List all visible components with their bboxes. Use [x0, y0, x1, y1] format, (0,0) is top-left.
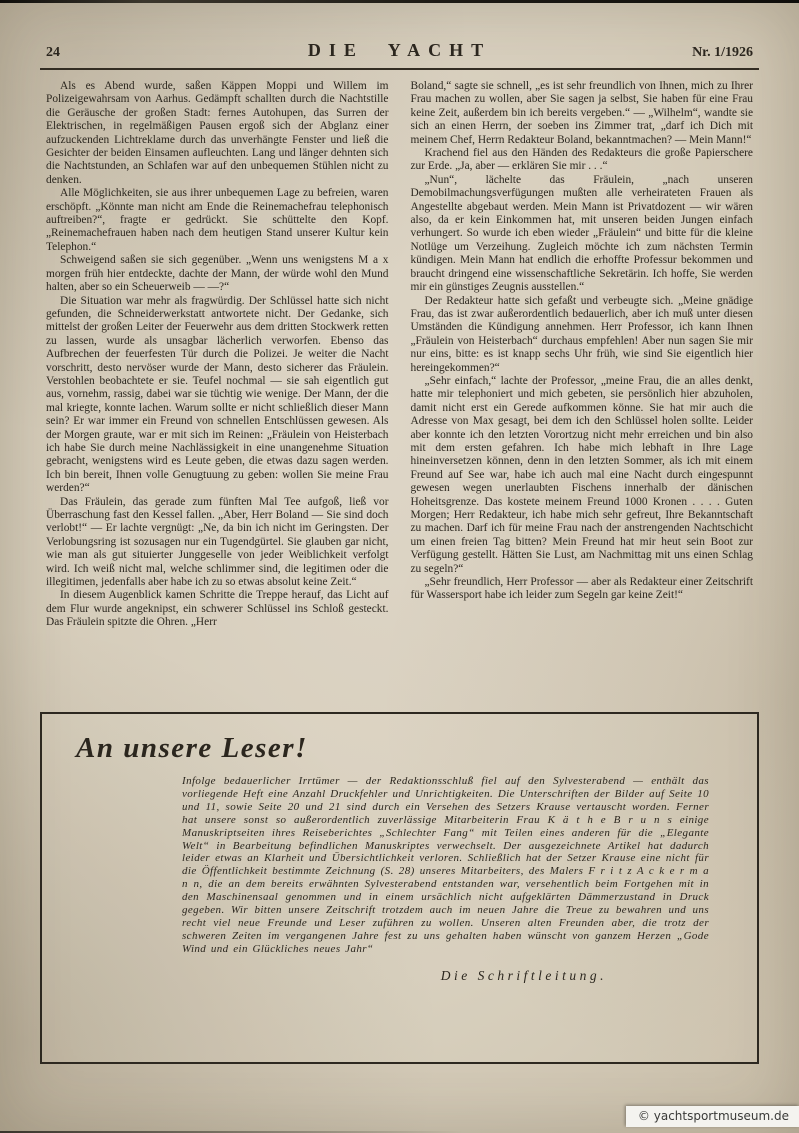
notice-box [40, 712, 759, 1064]
scan-edge-top [0, 0, 799, 3]
paragraph: Krachend fiel aus den Händen des Redakteurs die große Papierschere zur Erde. „Ja, aber — erklären Sie mir . . .“ [410, 147, 753, 173]
paragraph: Der Redakteur hatte sich gefaßt und verbeugte sich. „Meine gnädige Frau, das ist zwar außerordentlich bedauerlich, aber ich muß unter diesen Umständen die Kündigung annehmen. Herr Professor, ich kann Ihnen „Fräulein von Heisterbach“ durchaus empfehlen! Aber nun sagen Sie mir nur eins, bitte: es ist knapp sechs Uhr früh, wie sind Sie eigentlich hier hereingekommen?“ [410, 294, 753, 374]
paragraph: Das Fräulein, das gerade zum fünften Mal Tee aufgoß, ließ vor Überraschung fast den Kessel fallen. „Aber, Herr Boland — Sie sind doch verlobt!“ — Er lachte vergnügt: „Ne, da bin ich nicht im Geringsten. Der Verlobungsring ist sozusagen nur ein Tugendgürtel. Sie glauben gar nicht, wie man als gut situierter Junggeselle von jeder Weiblichkeit verfolgt wird. Ich weiß nicht mal, welche schlimmer sind, die legitimen oder die illegitimen, jedenfalls aber habe ich zu so etwas absolut keine Zeit.“ [46, 495, 389, 589]
header-rule [40, 68, 759, 70]
watermark-text: © yachtsportmuseum.de [637, 1109, 789, 1123]
paragraph: Als es Abend wurde, saßen Käppen Moppi und Willem im Polizeigewahrsam von Aarhus. Gedämpft schallten durch die Nachtstille die Geräusche der großen Stadt: fernes Autohupen, das Surren der Elektrischen, in regelmäßigen Pausen ergoß sich der Abglanz einer aufzuckenden Lichtreklame durch das unverhängte Fenster und ließ die Gesichter der beiden Einsamen aufleuchten. Lang und länger dehnten sich die Nachtstunden, an Schlafen war auf den unbequemen Stühlen nicht zu denken. [46, 80, 389, 186]
notice-body: Infolge bedauerlicher Irrtümer — der Redaktionsschluß fiel auf den Sylvesterabend — enthält das vorliegende Heft eine Anzahl Druckfehler und Unrichtigkeiten. Die Unterschriften der Bilder auf Seite 10 und 11, sowie Seite 20 und 21 sind durch ein Versehen des Setzers Krause vertauscht worden. Ferner hat unsere sonst so außerordentlich zuverlässige Mitarbeiterin Frau K ä t h e B r u n s einige Manuskriptseiten ihres Reiseberichtes „Schlechter Fang“ mit Teilen eines anderen für die „Elegante Welt“ in Bearbeitung befindlichen Manuskriptes verwechselt. Der ausgezeichnete Artikel hat dadurch leider etwas an Klarheit und Übersichtlichkeit verloren. Schließlich hat der Setzer Krause eine nicht für die Öffentlichkeit bestimmte Zeichnung (S. 28) unseres Mitarbeiters, des Malers F r i t z A c k e r m a n n, die an dem bereits erwähnten Sylvesterabend entstanden war, versehentlich beim Fortgehen mit in den Maschinensaal genommen und in einem ursächlich nicht aufgeklärten Dämmerzustand in Druck gegeben. Wir bitten unsere Zeitschrift trotzdem auch im neuen Jahre die Treue zu bewahren und uns recht viel neue Freunde und Leser zuführen zu wollen. Unseren alten Freunden aber, die trotz der schweren Zeiten im vergangenen Jahre fest zu uns gehalten haben wünscht von ganzem Herzen „Gode Wind und ein Glückliches neues Jahr“ [182, 775, 709, 955]
paragraph: Schweigend saßen sie sich gegenüber. „Wenn uns wenigstens M a x morgen früh hier entdeckte, dachte der Mann, der würde wohl den Mund halten, aber so ein Scheuerweib — —?“ [46, 254, 389, 294]
notice-heading: An unsere Leser! [76, 732, 308, 764]
paragraph: Die Situation war mehr als fragwürdig. Der Schlüssel hatte sich nicht gefunden, die Schneiderwerkstatt antwortete nicht. Der Gedanke, sich mittelst der großen Leiter der Feuerwehr aus dem dritten Stockwerk retten zu lassen, wurde als unsagbar lächerlich verworfen. Ebenso das Aufbrechen der feuerfesten Tür durch die Polizei. Je weiter die Nacht vorschritt, desto nervöser wurde der Mann, desto sicherer das Fräulein. Verstohlen beobachtete er sie. Teufel nochmal — sie sah eigentlich gut aus, vornehm, rassig, dabei war sie tüchtig wie wenige. Der Mann, der die mal kriegte, konnte lachen. Warum sollte er nicht schließlich dieser Mann sein? Er war immer ein Freund von schnellen Entschlüssen gewesen. Als der Morgen graute, war er mit sich im Reinen: „Fräulein von Heisterbach ich habe Sie durch meine Nachlässigkeit in eine unangenehme Situation gebracht, wenigstens wird es Leute geben, die etwas dazu sagen werden. Ich bin bereit, Ihnen volle Genugtuung zu geben: wollen Sie meine Frau werden?“ [46, 294, 389, 495]
article-columns [0, 80, 799, 692]
left-column [46, 80, 389, 692]
paragraph: „Nun“, lächelte das Fräulein, „nach unseren Demobilmachungsverfügungen mußten alle verheirateten Frauen als Angestellte abgebaut werden. Mein Mann ist Privatdozent — wir wären also, da er kein Einkommen hat, mit unseren beiden Jungen einfach verhungert. So wurde ich eben wieder „Fräulein“ und bitte für die kleine Notlüge um Verzeihung. Zugleich möchte ich zum nächsten Termin kündigen. Mein Mann hat endlich die erhoffte Professur bekommen und braucht dringend eine wissenschaftliche Sekretärin. Ich hoffe, Sie werden mir ein günstiges Zeugnis ausstellen.“ [410, 173, 753, 294]
paragraph: „Sehr einfach,“ lachte der Professor, „meine Frau, die an alles denkt, hatte mir telephoniert und mich gebeten, sie persönlich hier abzuholen, damit nicht erst ein Gerede aufkommen könne. Sie hat mir auch die Adresse von Max gesagt, bei dem ich den Schlüssel holen sollte. Leider aber konnte ich den letzten Vorortzug nicht mehr erreichen und bin also mit dem ersten gefahren. Ich habe mich lebhaft in Ihre Lage hineinversetzen können, denn in den letzten Sommer, als ich mit einem Freund auf See war, habe ich auch mal eine Nacht durch eingespunnt gewesen wegen unerlaubten Fischens innerhalb der dänischen Hoheitsgrenze. Das kostete meinem Freund 1000 Kronen . . . . Guten Morgen; Herr Redakteur, ich habe mich sehr gefreut, Ihre Bekanntschaft zu machen. Darf ich für meine Frau nach der anstrengenden Nachtschicht um einen freien Tag bitten? Mein Freund hat mir heut sein Boot zur Verfügung gestellt. Hätten Sie Lust, am Nachmittag mit uns einen Schlag zu segeln?“ [410, 374, 753, 575]
paragraph: „Sehr freundlich, Herr Professor — aber als Redakteur einer Zeitschrift für Wassersport habe ich leider zum Segeln gar keine Zeit!“ [410, 576, 753, 602]
watermark-label [626, 1106, 799, 1127]
masthead-title: DIE YACHT [307, 40, 492, 60]
issue-number: Nr. 1/1926 [692, 45, 753, 60]
paragraph: Boland,“ sagte sie schnell, „es ist sehr freundlich von Ihnen, mich zu Ihrer Frau machen zu wollen, aber Sie sagen ja selbst, Sie haben für eine Frau keine Zeit, außerdem bin ich bereits vergeben.“ — „Wilhelm“, wandte sie sich an einen Herrn, der soeben ins Zimmer trat, „darf ich Dich mit meinem Chef, Herrn Redakteur Boland, bekanntmachen? — Mein Mann!“ [410, 80, 753, 146]
page-header [0, 0, 799, 61]
right-column [411, 80, 754, 692]
paragraph: Alle Möglichkeiten, sie aus ihrer unbequemen Lage zu befreien, waren erschöpft. „Könnte man nicht am Ende die Reinemachefrau telephonisch auftreiben?“, fragte er gedrückt. Sie schüttelte den Kopf. „Reinemachefrauen haben nach dem heutigen Stand unserer Kultur kein Telephon.“ [46, 187, 389, 253]
notice-signature: Die Schriftleitung. [440, 967, 607, 983]
page-number: 24 [46, 45, 60, 60]
paragraph: In diesem Augenblick kamen Schritte die Treppe herauf, das Licht auf dem Flur wurde angeknipst, ein schwerer Schlüssel ins Schloß gesteckt. Das Fräulein spitzte die Ohren. „Herr [46, 589, 389, 629]
